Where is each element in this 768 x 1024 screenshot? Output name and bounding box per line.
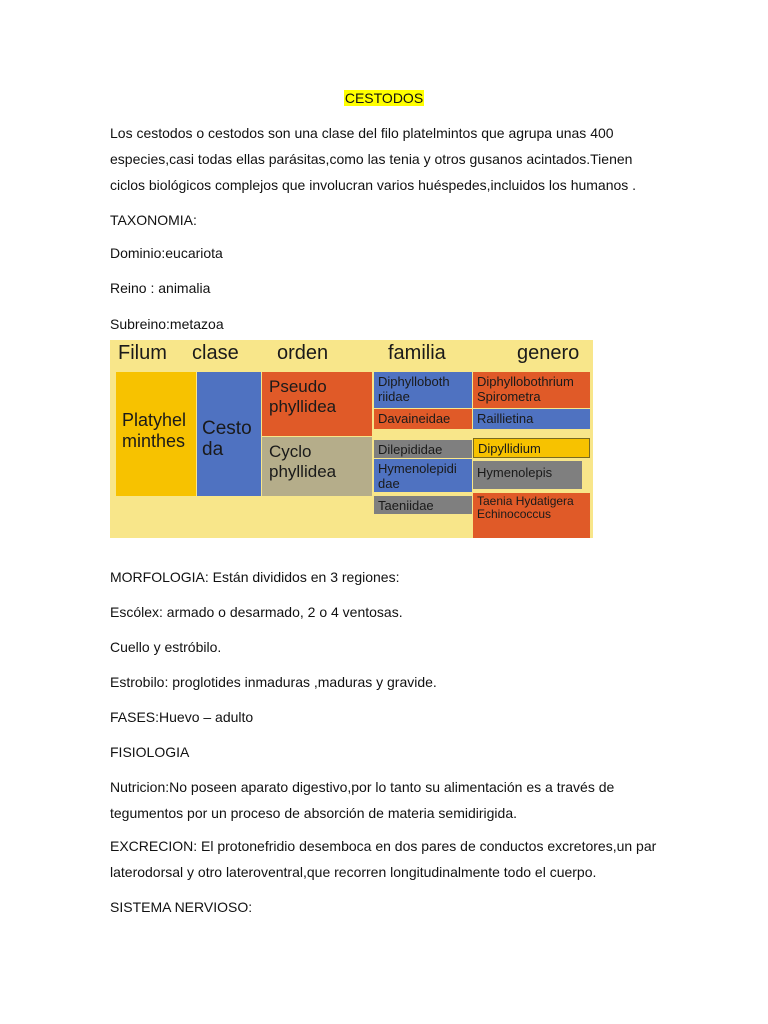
fisiologia-heading: FISIOLOGIA [110,744,190,760]
document-title [0,89,768,107]
clase-cestoda: Cesto da [197,372,261,496]
genero-raillietina: Raillietina [473,409,590,429]
estrobilo-line: Estrobilo: proglotides inmaduras ,maduras y gravide. [110,674,437,690]
cuello-line: Cuello y estróbilo. [110,639,222,655]
genero-hymenolepis: Hymenolepis [473,461,582,489]
taxonomy-heading: TAXONOMIA: [110,212,197,228]
familia-hymenolepididae: Hymenolepidi dae [374,459,472,492]
genero-diphyllobothrium: Diphyllobothrium Spirometra [473,372,590,408]
familia-davaineidae: Davaineidae [374,409,472,429]
excrecion-paragraph: EXCRECION: El protonefridio desemboca en dos pares de conductos excretores,un par laterodorsal y otro lateroventral,que recorren longitudinalmente todo el cuerpo. [110,838,657,880]
header-genero: genero [517,342,580,364]
reino-line: Reino : animalia [110,280,211,296]
genero-dipyllidium: Dipyllidium [473,438,590,458]
fases-line: FASES:Huevo – adulto [110,709,254,725]
familia-dilepididae: Dilepididae [374,440,472,458]
header-orden: orden [277,342,329,364]
genero-taenia: Taenia Hydatigera Echinococcus [473,493,590,538]
intro-paragraph: Los cestodos o cestodos son una clase del filo platelmintos que agrupa unas 400 especies,casi todas ellas parásitas,como las tenia y otros gusanos acintados.Tienen ciclos biológicos complejos que involucran varios huéspedes,incluidos los humanos . [110,125,637,193]
nutricion-paragraph: Nutricion:No poseen aparato digestivo,por lo tanto su alimentación es a través de tegumentos por un proceso de absorción de materia semidirigida. [110,779,615,821]
familia-diphyllobothriidae: Diphylloboth riidae [374,372,472,408]
taxonomy-figure [110,340,593,538]
orden-cyclophyllidea: Cyclo phyllidea [262,437,372,496]
subreino-line: Subreino:metazoa [110,316,224,332]
orden-pseudophyllidea: Pseudo phyllidea [262,372,372,436]
morfologia-line: MORFOLOGIA: Están divididos en 3 regiones: [110,569,400,585]
header-filum: Filum [118,342,167,364]
sistema-nervioso-heading: SISTEMA NERVIOSO: [110,899,253,915]
header-familia: familia [388,342,446,364]
title-highlight: CESTODOS [344,90,424,106]
filum-platyhelminthes: Platyhel minthes [116,372,196,496]
familia-taeniidae: Taeniidae [374,496,472,514]
header-clase: clase [192,342,239,364]
dominio-line: Dominio:eucariota [110,245,223,261]
escolex-line: Escólex: armado o desarmado, 2 o 4 ventosas. [110,604,403,620]
